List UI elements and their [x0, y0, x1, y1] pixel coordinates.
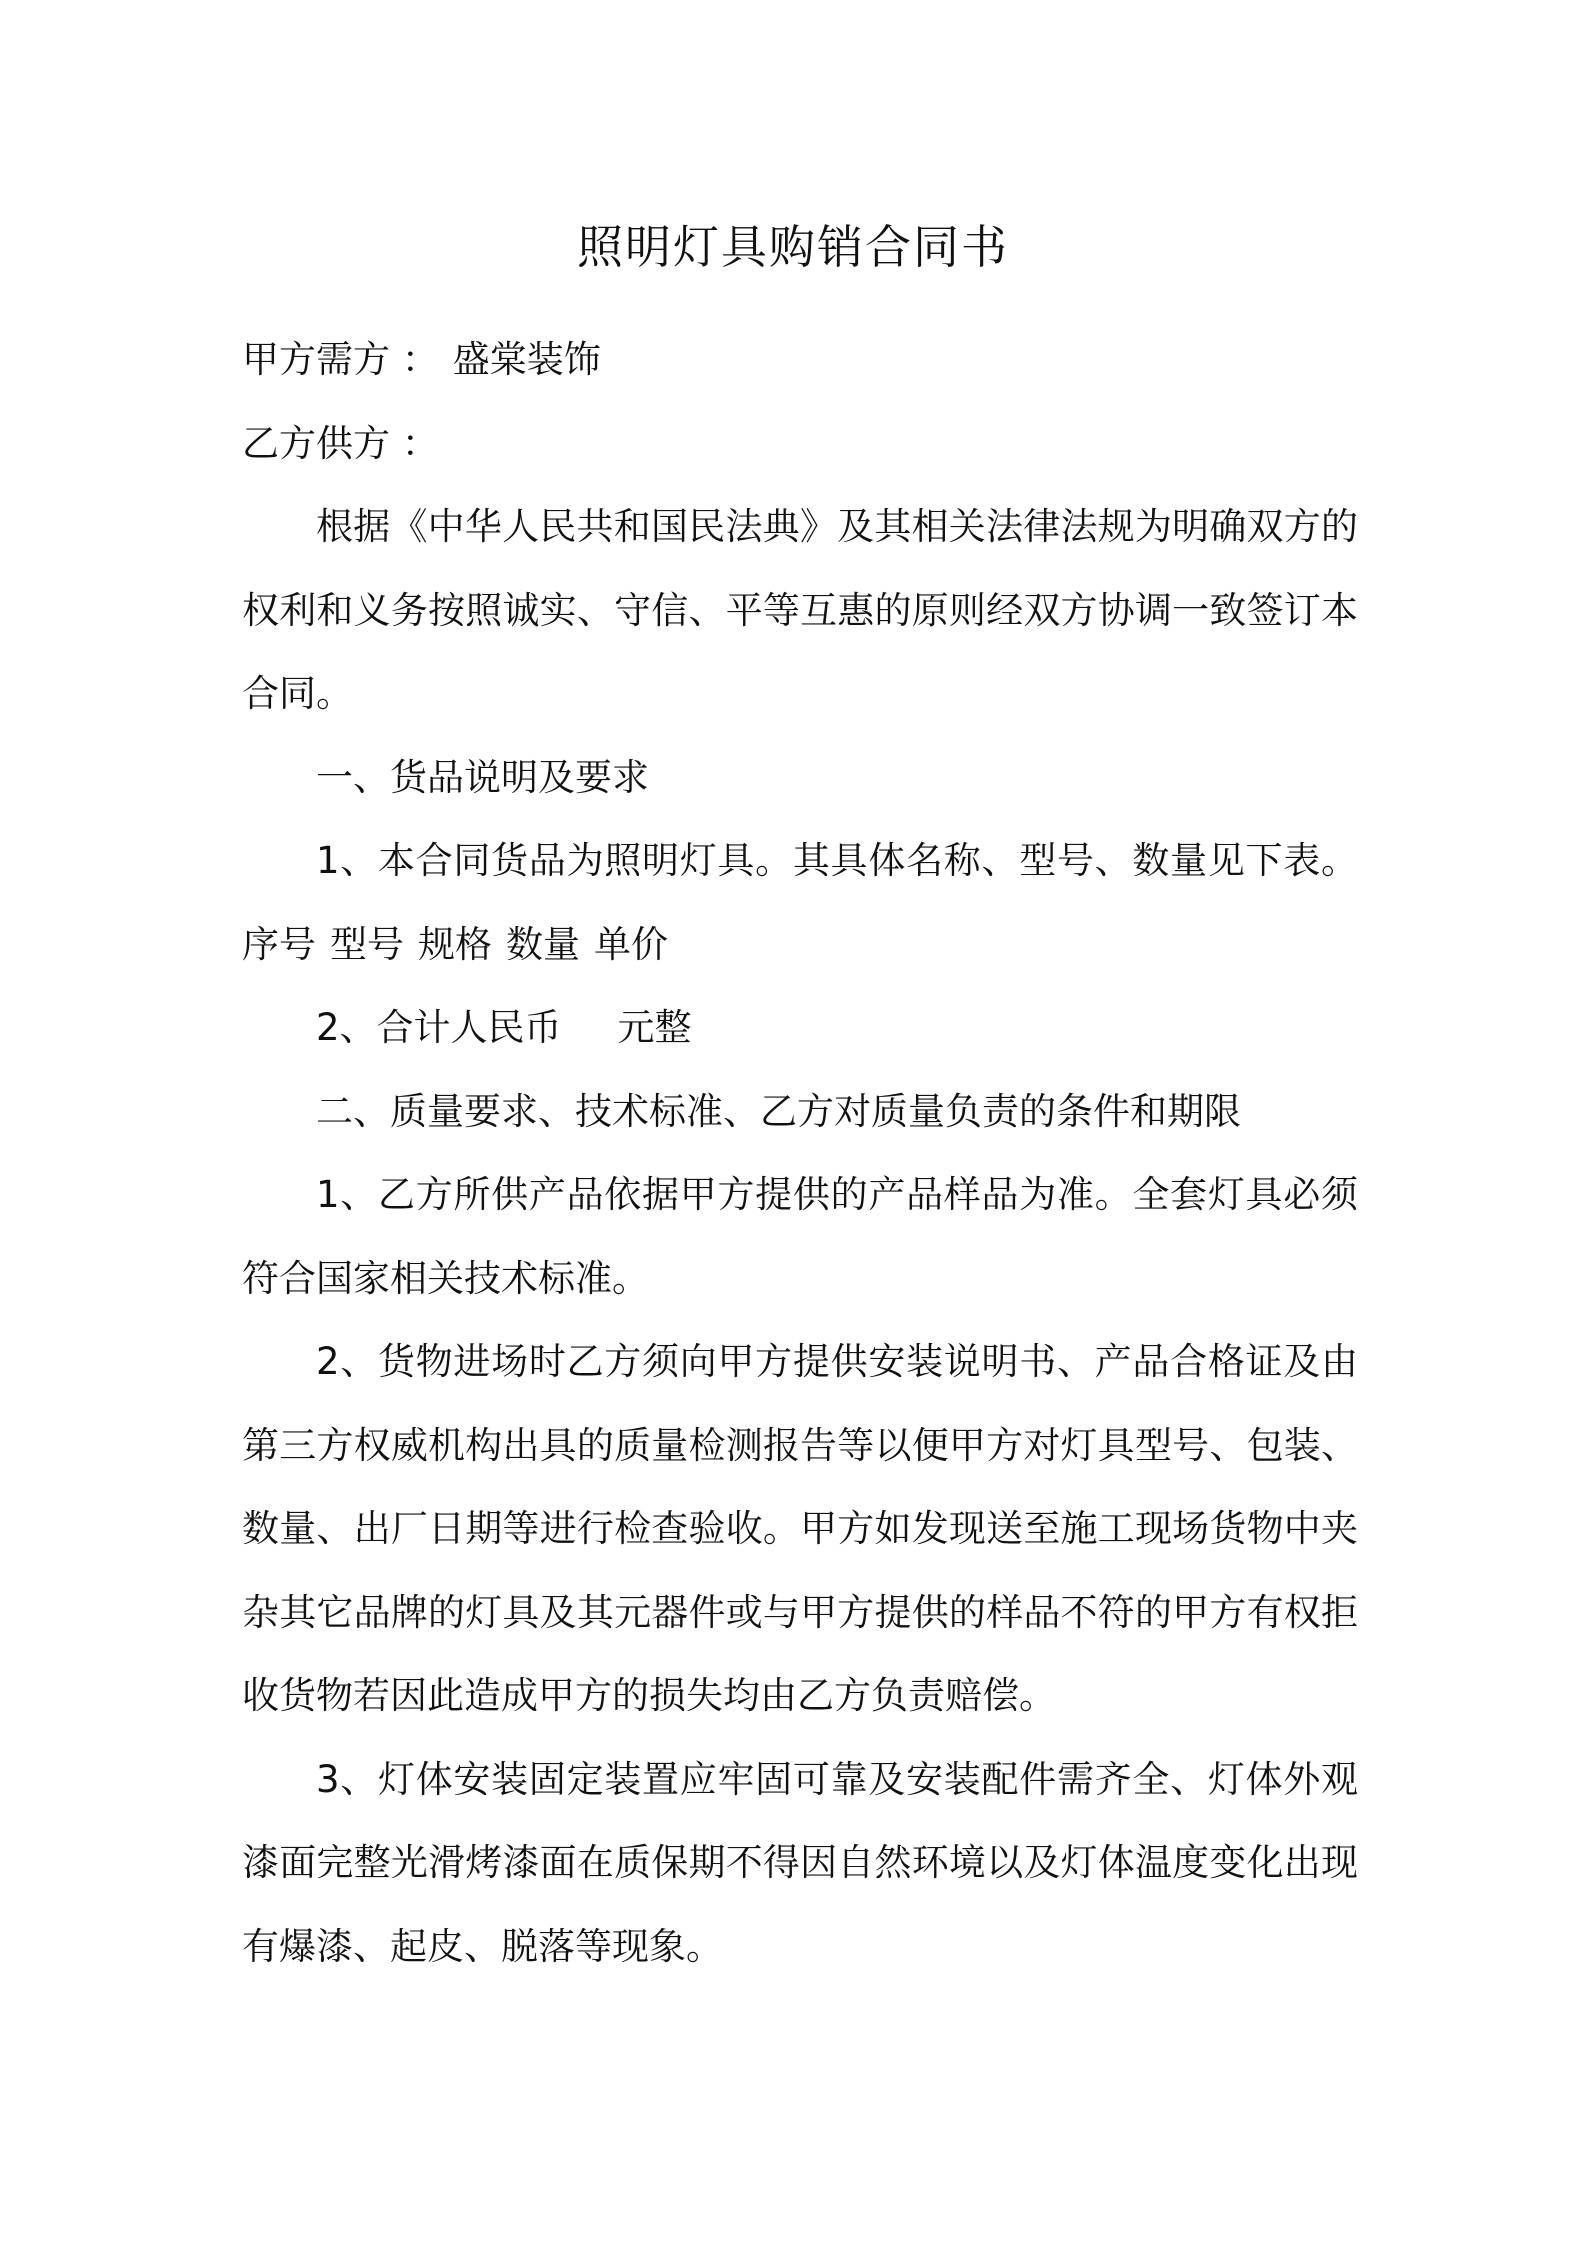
section2-item2: 2、货物进场时乙方须向甲方提供安装说明书、产品合格证及由第三方权威机构出具的质量检测报告等以便甲方对灯具型号、包装、数量、出厂日期等进行检查验收。甲方如发现送至施工现场货物中夹杂其它品牌的灯具及其元器件或与甲方提供的样品不符的甲方有权拒收货物若因此造成甲方的损失均由乙方负责赔偿。 — [242, 1340, 1358, 1717]
party-b-label: 乙方供方 ： — [242, 421, 439, 465]
table-header-unit-price: 单价 — [594, 922, 668, 966]
section2-heading: 二、质量要求、技术标准、乙方对质量负责的条件和期限 — [316, 1089, 1241, 1133]
party-a-label: 甲方需方 ： — [242, 338, 439, 381]
section1-item1 — [242, 819, 1358, 986]
contract-body — [242, 318, 1358, 1988]
party-a-line — [242, 318, 1358, 402]
table-header-quantity: 数量 — [506, 922, 580, 966]
section1-item1-text: 1、本合同货品为照明灯具。其具体名称、型号、数量见下表。 — [316, 839, 1358, 882]
total-amount-unit: 元整 — [617, 1006, 692, 1049]
table-header-index: 序号 — [242, 922, 316, 966]
total-amount-label: 2、合计人民币 — [316, 1006, 562, 1049]
section1-item2 — [242, 986, 1358, 1070]
section2-item3: 3、灯体安装固定装置应牢固可靠及安装配件需齐全、灯体外观漆面完整光滑烤漆面在质保期不得因自然环境以及灯体温度变化出现有爆漆、起皮、脱落等现象。 — [242, 1757, 1358, 1968]
party-b-line — [242, 402, 1358, 486]
table-header-spec: 规格 — [418, 922, 492, 966]
section1-heading: 一、货品说明及要求 — [316, 755, 649, 799]
preamble-paragraph: 根据《中华人民共和国民法典》及其相关法律法规为明确双方的权利和义务按照诚实、守信、平等互惠的原则经双方协调一致签订本合同。 — [242, 505, 1358, 715]
party-a-value: 盛棠装饰 — [452, 338, 601, 381]
section2-item1: 1、乙方所供产品依据甲方提供的产品样品为准。全套灯具必须符合国家相关技术标准。 — [242, 1173, 1358, 1300]
table-header-model: 型号 — [330, 922, 404, 966]
document-title: 照明灯具购销合同书 — [577, 220, 1009, 274]
